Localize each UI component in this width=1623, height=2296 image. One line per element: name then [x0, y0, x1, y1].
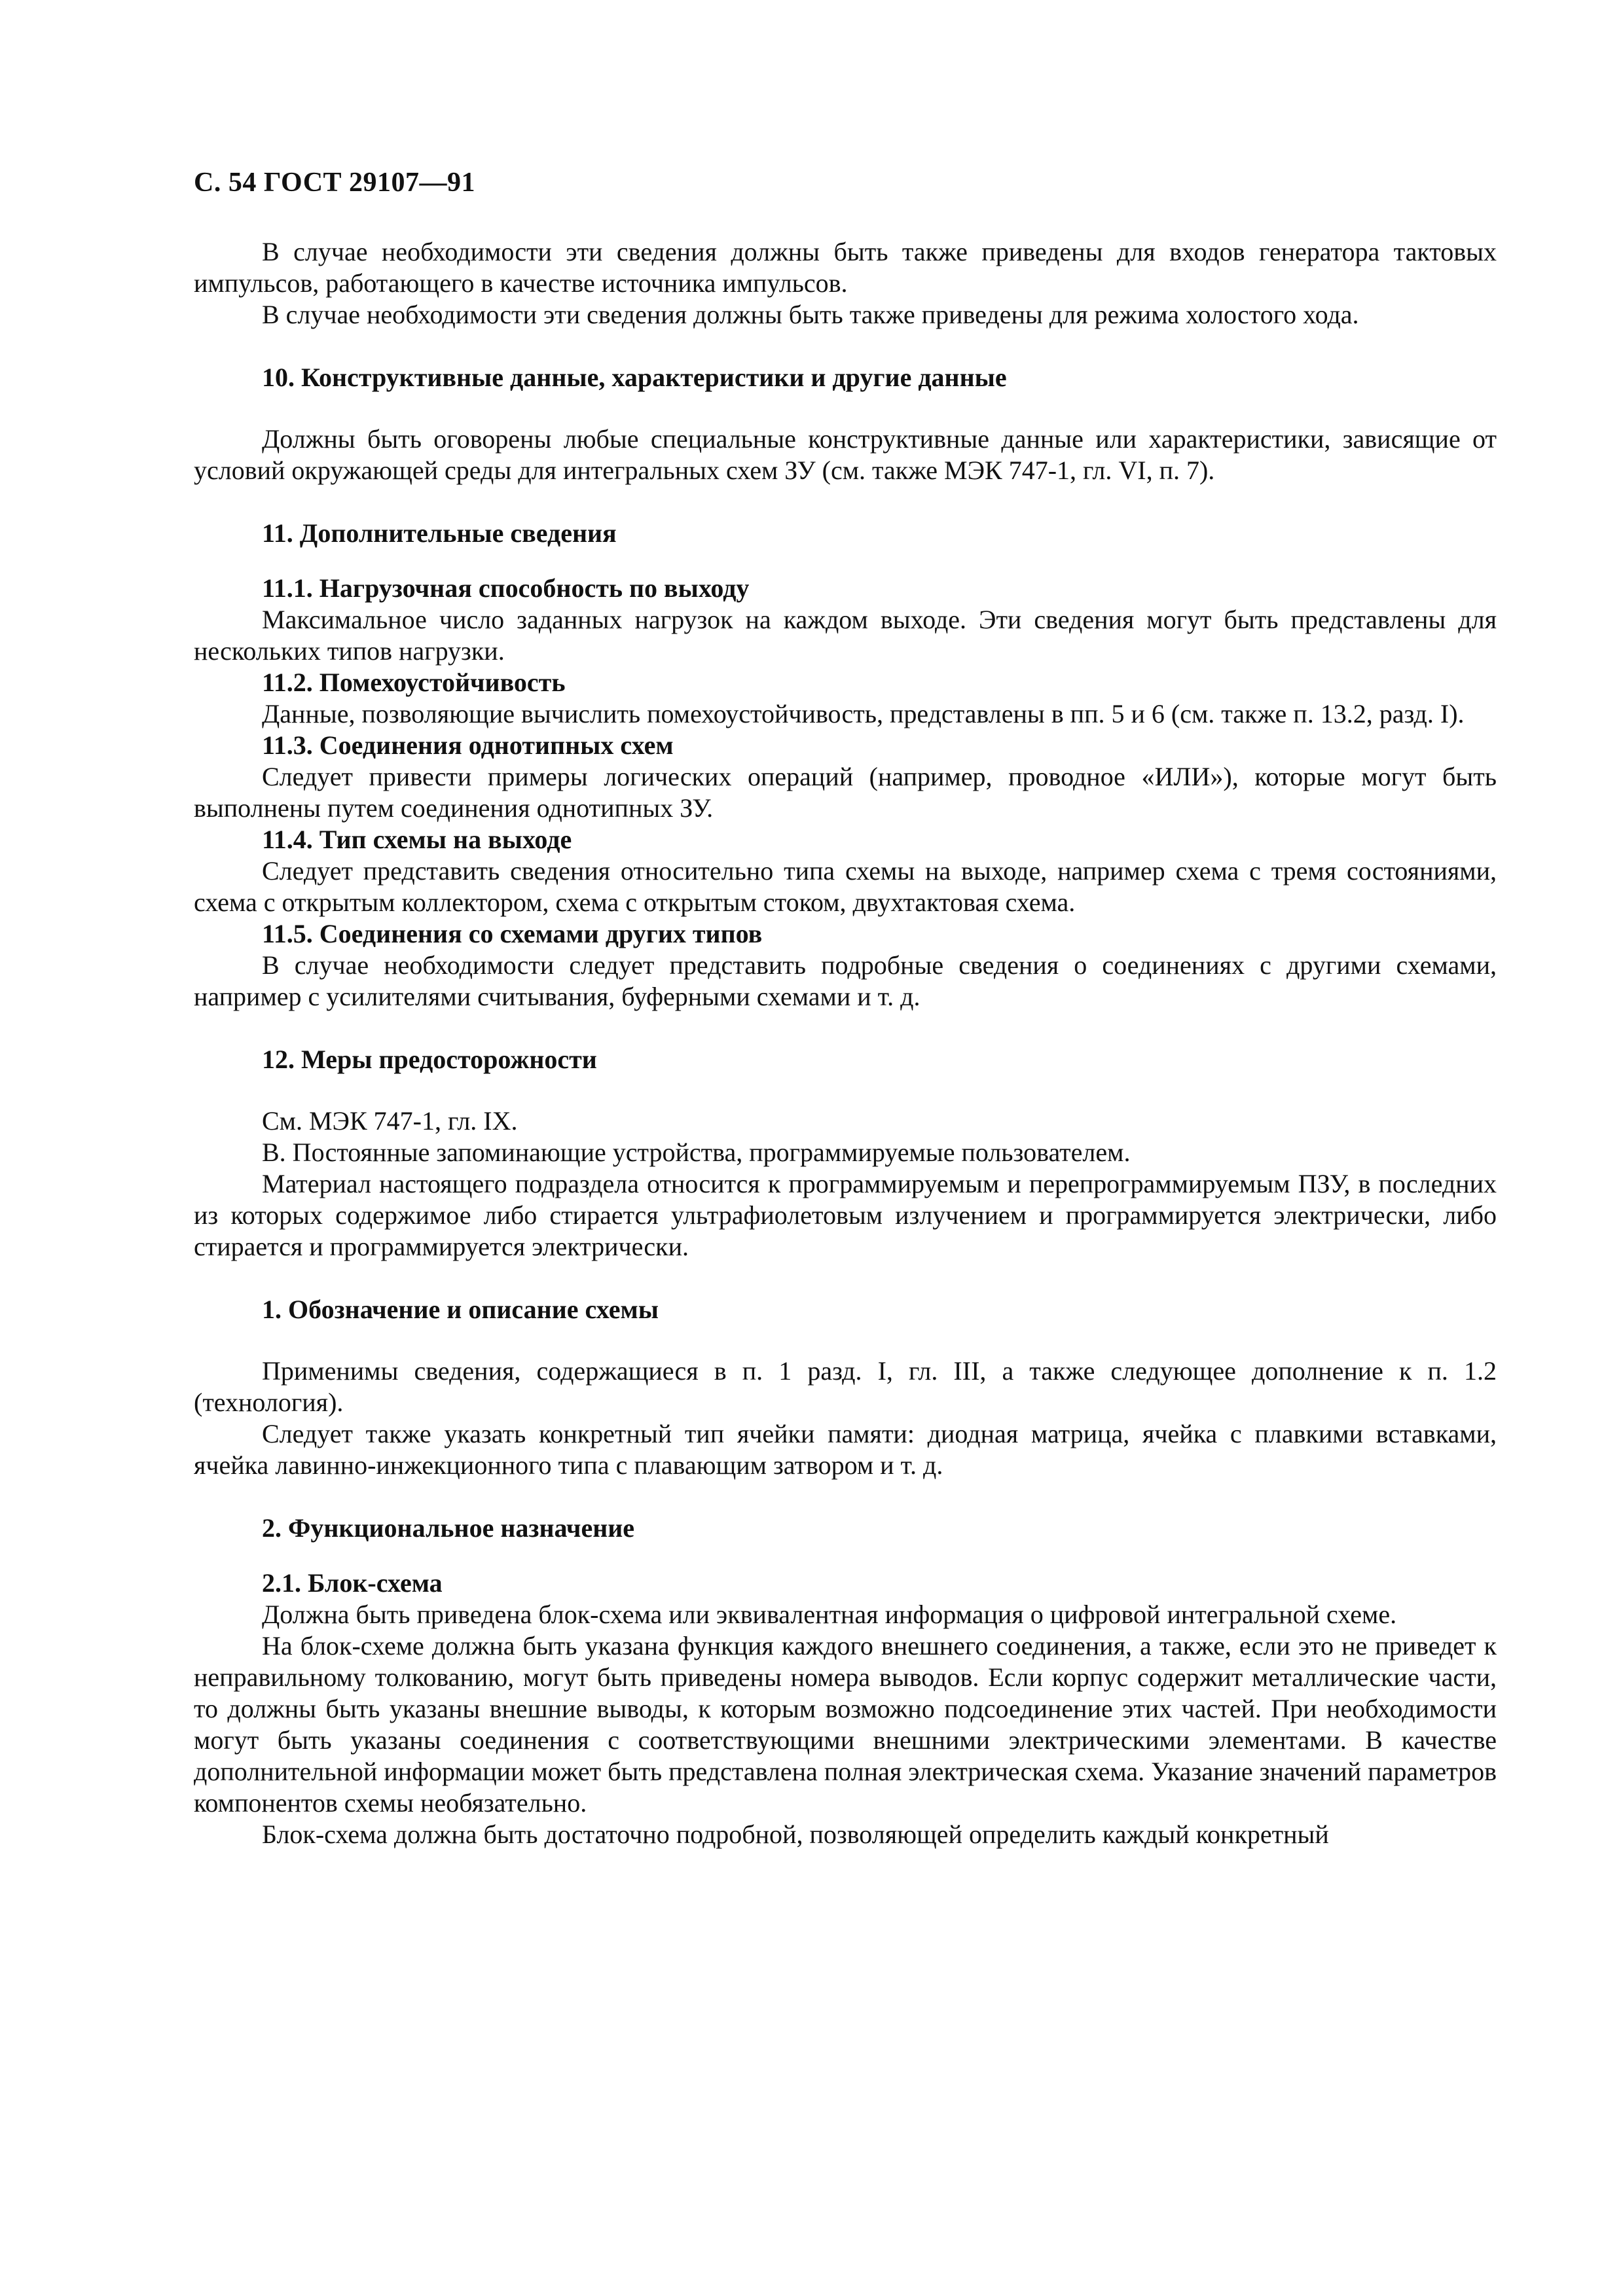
paragraph: Блок-схема должна быть достаточно подробной, позволяющей определить каждый конкретный: [262, 1820, 1329, 1849]
subsection-heading-2-1: 2.1. Блок-схема: [262, 1568, 443, 1598]
subsection-heading-11-2: 11.2. Помехоустойчивость: [262, 668, 566, 697]
section-heading-10: 10. Конструктивные данные, характеристики и другие данные: [262, 363, 1007, 392]
subsection-heading-11-3: 11.3. Соединения однотипных схем: [262, 730, 674, 760]
paragraph: Следует представить сведения относительно типа схемы на выходе, например схема с тремя состояниями, схема с открытым коллектором, схема с открытым стоком, двухтактовая схема.: [194, 856, 1497, 917]
paragraph: Максимальное число заданных нагрузок на каждом выходе. Эти сведения могут быть представлены для нескольких типов нагрузки.: [194, 605, 1497, 666]
paragraph: Материал настоящего подраздела относится к программируемым и перепрограммируемым ПЗУ, в последних из которых содержимое либо стирается ультрафиолетовым излучением и программируется электрически, либо стирается и программируется электрически.: [194, 1169, 1497, 1261]
paragraph: В случае необходимости эти сведения должны быть также приведены для входов генератора тактовых импульсов, работающего в качестве источника импульсов.: [194, 237, 1497, 298]
paragraph: В. Постоянные запоминающие устройства, программируемые пользователем.: [262, 1138, 1131, 1167]
subsection-heading-11-1: 11.1. Нагрузочная способность по выходу: [262, 573, 750, 603]
paragraph: Должны быть оговорены любые специальные конструктивные данные или характеристики, зависящие от условий окружающей среды для интегральных схем ЗУ (см. также МЭК 747-1, гл. VI, п. 7).: [194, 424, 1497, 485]
paragraph: В случае необходимости следует представить подробные сведения о соединениях с другими схемами, например с усилителями считывания, буферными схемами и т. д.: [194, 950, 1497, 1011]
section-heading-11: 11. Дополнительные сведения: [262, 518, 617, 548]
paragraph: В случае необходимости эти сведения должны быть также приведены для режима холостого хода.: [262, 300, 1359, 329]
page-header: С. 54 ГОСТ 29107—91: [194, 168, 476, 198]
paragraph: Данные, позволяющие вычислить помехоустойчивость, представлены в пп. 5 и 6 (см. также п. 13.2, разд. I).: [262, 699, 1465, 728]
paragraph: Следует также указать конкретный тип ячейки памяти: диодная матрица, ячейка с плавкими вставками, ячейка лавинно-инжекционного типа с плавающим затвором и т. д.: [194, 1419, 1497, 1480]
paragraph: Применимы сведения, содержащиеся в п. 1 разд. I, гл. III, а также следующее дополнение к п. 1.2 (технология).: [194, 1356, 1497, 1417]
section-heading-2: 2. Функциональное назначение: [262, 1513, 635, 1543]
paragraph: См. МЭК 747-1, гл. IX.: [262, 1106, 518, 1136]
section-heading-12: 12. Меры предосторожности: [262, 1045, 597, 1074]
paragraph: Должна быть приведена блок-схема или эквивалентная информация о цифровой интегральной схеме.: [262, 1600, 1397, 1629]
document-page: [194, 167, 1497, 1850]
paragraph: Следует привести примеры логических операций (например, проводное «ИЛИ»), которые могут быть выполнены путем соединения однотипных ЗУ.: [194, 762, 1497, 823]
section-heading-1: 1. Обозначение и описание схемы: [262, 1295, 659, 1324]
subsection-heading-11-5: 11.5. Соединения со схемами других типов: [262, 919, 763, 948]
paragraph: На блок-схеме должна быть указана функция каждого внешнего соединения, а также, если это не приведет к неправильному толкованию, могут быть приведены номера выводов. Если корпус содержит металлические части, то должны быть указаны внешние выводы, к которым возможно подсоединение этих частей. При необходимости могут быть указаны соединения с соответствующими внешними электрическими элементами. В качестве дополнительной информации может быть представлена полная электрическая схема. Указание значений параметров компонентов схемы необязательно.: [194, 1631, 1497, 1818]
subsection-heading-11-4: 11.4. Тип схемы на выходе: [262, 825, 572, 854]
